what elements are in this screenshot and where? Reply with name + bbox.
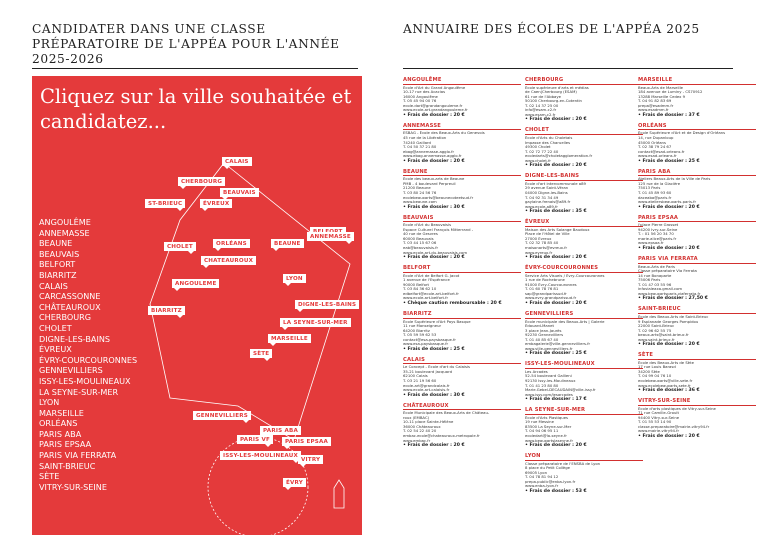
- school-line: École des beaux-arts de Beaune: [403, 177, 465, 182]
- school-entry-sete: [638, 352, 756, 394]
- school-fee: • Frais de dossier : 30 €: [403, 204, 465, 210]
- school-line: 9 Esplanade Georges Pompidou: [638, 319, 699, 324]
- school-line: 94200 Ivry-sur-Seine: [638, 227, 678, 232]
- school-line: Ateliers Beaux-Arts de la Ville de Paris: [638, 177, 711, 182]
- school-fee: • Frais de dossier : 20 €: [638, 245, 700, 251]
- city-link-sete[interactable]: SÈTE: [39, 471, 60, 482]
- school-line[interactable]: embac.ecole@chateauroux-metropole.fr: [403, 434, 480, 438]
- school-line: roux (EMBAC): [403, 415, 430, 420]
- city-link-beauvais[interactable]: BEAUVAIS: [39, 248, 80, 259]
- school-line: T. : 01 56 20 34 70: [638, 232, 674, 237]
- school-line[interactable]: www.esa-paysbasque.fr: [403, 342, 449, 347]
- school-fee: • Frais de dossier : 20 €: [638, 342, 700, 348]
- school-line: T. 02 32 78 85 40: [525, 241, 559, 246]
- school-fee: • Frais de dossier : 17 €: [525, 397, 587, 403]
- school-city[interactable]: BIARRITZ: [403, 311, 521, 319]
- school-fee: • Frais de dossier : 20 €: [403, 443, 465, 449]
- school-line[interactable]: www.ateliersbeauxarts.paris.fr: [638, 200, 697, 205]
- school-line: T. 01 60 78 76 81: [525, 287, 559, 292]
- school-entry-biarritz: [403, 311, 521, 353]
- school-line: T. 04 50 37 21 80: [403, 145, 437, 150]
- school-line: T. 01 40 85 67 40: [525, 337, 559, 342]
- school-line[interactable]: www.esadmm.fr: [638, 108, 669, 113]
- school-city[interactable]: ISSY-LES-MOULINEAUX: [525, 361, 643, 369]
- school-city[interactable]: LA SEYNE-SUR-MER: [525, 407, 643, 415]
- school-entry-gennevilliers: [525, 311, 643, 357]
- school-line: 10-17 rue des Acacias: [403, 90, 446, 95]
- school-line: École municipale des Beaux-Arts | Galerie: [525, 319, 605, 324]
- school-line[interactable]: maisonarts@evreux.fr: [525, 245, 568, 250]
- school-line: École Municipale des Beaux-Arts de Château-: [403, 411, 490, 416]
- school-line: École supérieure d'arts et médias: [525, 85, 589, 90]
- city-list: [39, 217, 137, 492]
- city-link-carcassonne[interactable]: CARCASSONNE: [39, 291, 101, 302]
- school-line: T. 03 80 24 56 76: [403, 190, 437, 195]
- school-fee: • Frais de dossier : 20 €: [403, 112, 465, 118]
- school-line: 27000 Évreux: [525, 236, 552, 241]
- city-link-paris-aba[interactable]: PARIS ABA: [39, 428, 82, 439]
- school-line: 75013 Paris: [638, 186, 661, 191]
- school-line: T. 04 92 31 34 49: [525, 195, 559, 200]
- school-line[interactable]: ecolebeauxarts@beaunecoteetsud.fr: [403, 195, 474, 200]
- map-tag-calais[interactable]: CALAIS: [222, 157, 252, 166]
- school-line: T. 03 21 19 56 60: [403, 379, 437, 384]
- map-tag-beaune[interactable]: BEAUNE: [271, 239, 304, 248]
- school-fee: • Frais de dossier : 36 €: [638, 388, 700, 394]
- school-line: 64200 Biarritz: [403, 328, 430, 333]
- school-line[interactable]: eab@beauvaisis.fr: [403, 245, 439, 250]
- school-line: ESBAG - École des Beaux-Arts du Genevois: [403, 131, 485, 136]
- school-entry-paris-via-ferrata: [638, 256, 756, 302]
- city-link-calais[interactable]: CALAIS: [39, 280, 68, 291]
- map-tag-digne-les-bains[interactable]: DIGNE-LES-BAINS: [295, 300, 359, 309]
- school-line: de Caen|Cherbourg (ESAM): [525, 90, 577, 95]
- school-entry-paris-aba: [638, 169, 756, 211]
- school-line[interactable]: www.embac.fr: [403, 438, 431, 443]
- school-city[interactable]: BEAUVAIS: [403, 215, 521, 223]
- school-entry-calais: [403, 357, 521, 399]
- city-link-cherbourg[interactable]: CHERBOURG: [39, 312, 92, 323]
- school-entry-beaune: [403, 169, 521, 211]
- city-link-issy-les-moulineaux[interactable]: ISSY-LES-MOULINEAUX: [39, 375, 131, 386]
- map-tag-cholet[interactable]: CHOLET: [164, 242, 196, 251]
- school-city[interactable]: PARIS EPSAA: [638, 215, 756, 223]
- school-line: 10-11 place Sainte-Hélène: [403, 420, 454, 425]
- school-line: T. 02 54 22 40 20: [403, 429, 437, 434]
- school-line: 52-54 boulevard Gallieni: [525, 374, 572, 379]
- school-line: Impasse des Charuelles: [525, 140, 571, 145]
- school-line: 92230 Gennevilliers: [525, 333, 564, 338]
- school-line[interactable]: www.saint-brieuc.fr: [638, 337, 675, 342]
- school-line: T. 02 14 37 25 00: [525, 103, 559, 108]
- school-fee: • Frais de dossier : 25 €: [403, 346, 465, 352]
- school-entry-cherbourg: [525, 77, 643, 123]
- school-entry-issy-les-moulineaux: [525, 361, 643, 403]
- school-line: 04000 Digne-les-Bains: [525, 190, 568, 195]
- school-entry-annemasse: [403, 123, 521, 165]
- school-line[interactable]: ecoledarts@choletagglomeration.fr: [525, 154, 593, 159]
- city-link-angouleme[interactable]: ANGOULÊME: [39, 217, 91, 227]
- school-line: 62100 Calais: [403, 374, 428, 379]
- school-city[interactable]: ÉVREUX: [525, 219, 643, 227]
- school-line: Espace Culturel François Mitterrand -: [403, 227, 474, 232]
- school-line: 21200 Beaune: [403, 186, 431, 191]
- school-city[interactable]: ANNEMASSE: [403, 123, 521, 131]
- school-entry-digne-les-bains: [525, 173, 643, 215]
- map-tag-gennevilliers[interactable]: GENNEVILLIERS: [193, 411, 251, 420]
- school-fee: • Frais de dossier : 20 €: [638, 434, 700, 439]
- school-city[interactable]: PARIS VIA FERRATA: [638, 256, 756, 264]
- school-line: 94400 Vitry-sur-Seine: [638, 415, 680, 420]
- map-tag-cherbourg[interactable]: CHERBOURG: [178, 177, 225, 186]
- school-line: T. 04 99 04 76 10: [638, 374, 672, 379]
- city-link-la-seyne-sur-mer[interactable]: LA SEYNE-SUR-MER: [39, 386, 119, 397]
- school-line: 75006 Paris: [638, 278, 661, 283]
- school-city[interactable]: ANGOULÊME: [403, 77, 521, 85]
- school-line: Édouard-Manet: [525, 324, 554, 329]
- school-line[interactable]: www.beauxartslaseyne.fr: [525, 438, 574, 443]
- school-entry-chateauroux: [403, 403, 521, 449]
- school-line: École Supérieure d'Art Pays Basque: [403, 319, 471, 324]
- school-line[interactable]: gaylaine.frenais@a89.fr: [525, 200, 571, 205]
- city-link-saint-brieuc[interactable]: SAINT-BRIEUC: [39, 460, 96, 471]
- map-tag-st-brieuc[interactable]: ST-BRIEUC: [145, 199, 185, 208]
- school-city[interactable]: BELFORT: [403, 265, 521, 273]
- school-line[interactable]: www.ville-gennevilliers.fr: [525, 346, 573, 351]
- school-line[interactable]: www.ecole-art-belfort.fr: [403, 296, 449, 301]
- school-line[interactable]: info@esam-c2.fr: [525, 108, 557, 113]
- school-line[interactable]: edbelfort@ecole-art-belfort.fr: [403, 291, 459, 296]
- school-city[interactable]: CALAIS: [403, 357, 521, 365]
- school-line[interactable]: contact@esa-paysbasque.fr: [403, 337, 456, 342]
- school-line: 22000 Saint-Brieuc: [638, 324, 675, 329]
- city-link-marseille[interactable]: MARSEILLE: [39, 407, 84, 418]
- school-line[interactable]: classe.preparatoire@mairie-vitry94.fr: [638, 424, 710, 429]
- school-line: Classe préparatoire de l'ENSBA de Lyon: [525, 461, 601, 466]
- school-line: École d'Art de Belfort G. Jacot: [403, 273, 460, 278]
- school-line[interactable]: beaux-arts@saint-brieuc.fr: [638, 333, 689, 338]
- school-line[interactable]: www.esad-orleans.fr: [638, 154, 677, 159]
- school-line[interactable]: daceaba@paris.fr: [638, 195, 672, 200]
- map-tag-vitry[interactable]: VITRY: [298, 455, 323, 464]
- school-line[interactable]: www.mairie-vitry94.fr: [638, 429, 680, 434]
- school-entry-evry-courcouronnes: [525, 265, 643, 307]
- school-line: 40 rue de Gesvres: [403, 232, 438, 237]
- school-fee: • Frais de dossier : 20 €: [525, 443, 587, 449]
- school-line: T. 04 78 81 94 12: [525, 475, 559, 480]
- school-line: 83500 La Seyne-sur-Mer: [525, 424, 572, 429]
- school-line[interactable]: www.cholet.fr: [525, 158, 551, 163]
- school-line: 13288 Marseille Cedex 9: [638, 94, 686, 99]
- school-line: T. 01 45 89 93 60: [638, 190, 672, 195]
- left-title-rule: [32, 68, 358, 69]
- school-line[interactable]: prepa.public@enba-lyon.fr: [525, 479, 576, 484]
- school-line: 45 rue de la Libération: [403, 136, 447, 141]
- school-line: 74240 Gaillard: [403, 140, 431, 145]
- school-line: École d'Art du Grand Angoulême: [403, 85, 466, 90]
- school-entry-saint-brieuc: [638, 306, 756, 348]
- school-line: PMB - 4 boulevard Perpreuil: [403, 181, 456, 186]
- school-line: 125 rue de la Glacière: [638, 181, 681, 186]
- school-line: 35-21 boulevard Jacquard: [403, 369, 453, 374]
- school-line[interactable]: www.ecole-a89.fr: [525, 204, 558, 209]
- school-line[interactable]: www.esam-c2.fr: [525, 112, 556, 117]
- right-title-rule: [403, 68, 733, 69]
- map-tag-marseille[interactable]: MARSEILLE: [268, 334, 311, 343]
- school-line: 34200 Sète: [638, 369, 660, 374]
- school-fee: • Frais de dossier : 20 €: [525, 163, 587, 169]
- school-line: 3 place Jean-Jaurès: [525, 328, 562, 333]
- school-fee: • Frais de dossier : 20 €: [403, 255, 465, 261]
- school-city[interactable]: MARSEILLE: [638, 77, 756, 85]
- school-line: l'place Pierre Grosset: [638, 223, 679, 228]
- school-line: 91000 Évry-Courcouronnes: [525, 282, 577, 287]
- school-line: 36000 Châteauroux: [403, 424, 441, 429]
- school-line: École des Beaux-Arts de Sète: [638, 360, 694, 365]
- school-line[interactable]: www.ecole-art-calaisis.fr: [403, 388, 450, 393]
- school-line: T. 02 38 79 24 67: [638, 145, 672, 150]
- map-tag-evreux[interactable]: ÉVREUX: [200, 199, 232, 208]
- school-line[interactable]: prepa@esadmm.fr: [638, 103, 674, 108]
- school-line: Beaux-Arts de Marseille: [638, 85, 683, 90]
- school-fee: • Frais de dossier : 20 €: [525, 255, 587, 261]
- school-fee: • Frais de dossier : 20 €: [403, 158, 465, 164]
- school-line[interactable]: www.ebag.annemasse-agglo.fr: [403, 154, 462, 159]
- school-city[interactable]: SÈTE: [638, 352, 756, 360]
- school-city[interactable]: PARIS ABA: [638, 169, 756, 177]
- school-entry-orleans: [638, 123, 756, 165]
- city-link-belfort[interactable]: BELFORT: [39, 259, 76, 270]
- school-line[interactable]: infovialeaxa.gmail.com: [638, 287, 683, 292]
- school-line[interactable]: www.ecole-art.grandangouleme.fr: [403, 108, 468, 113]
- school-line: École d'Arts Plastiques: [525, 415, 569, 420]
- city-link-evreux[interactable]: ÉVREUX: [39, 344, 72, 355]
- school-fee: • Frais de dossier : 25 €: [525, 351, 587, 357]
- city-link-gennevilliers[interactable]: GENNEVILLIERS: [39, 365, 103, 376]
- school-line: 90000 Belfort: [403, 282, 429, 287]
- school-entry-belfort: [403, 265, 521, 307]
- school-line[interactable]: embagalerie@ville-gennevilliers.fr: [525, 342, 591, 347]
- school-fee: • Frais de dossier : 35 €: [525, 209, 587, 215]
- school-entry-angouleme: [403, 77, 521, 119]
- school-line[interactable]: ebag@annemasse-agglo.fr: [403, 149, 455, 154]
- school-city[interactable]: CHOLET: [525, 127, 643, 135]
- school-line: 69005 Lyon: [525, 470, 548, 475]
- school-city[interactable]: CHÂTEAUROUX: [403, 403, 521, 411]
- school-line: Place de l'Hôtel de Ville: [525, 232, 570, 237]
- poster-headline: Cliquez sur la ville souhaitée et candidatez...: [40, 85, 352, 133]
- school-line: 16000 Angoulême: [403, 94, 438, 99]
- school-line: Classe préparatoire Via Ferrata: [638, 269, 697, 274]
- school-line: 19 rue Messine: [525, 420, 554, 425]
- school-line[interactable]: ecole.dart@grandangouleme.fr: [403, 103, 463, 108]
- school-city[interactable]: BEAUNE: [403, 169, 521, 177]
- city-link-biarritz[interactable]: BIARRITZ: [39, 269, 77, 280]
- school-line: T. 01 55 53 14 90: [638, 420, 672, 425]
- school-city[interactable]: ÉVRY-COURCOURONNES: [525, 265, 643, 273]
- map-tag-paris-aba[interactable]: PARIS ABA: [260, 426, 301, 435]
- school-city[interactable]: LYON: [525, 453, 643, 461]
- school-line[interactable]: www.beauxartsparis.viaferrata.fr: [638, 291, 701, 296]
- school-line[interactable]: contact@esad-orleans.fr: [638, 149, 685, 154]
- map-tag-lyon[interactable]: LYON: [283, 274, 306, 283]
- school-entry-evreux: [525, 219, 643, 261]
- city-link-digne-les-bains[interactable]: DIGNE-LES-BAINS: [39, 333, 111, 344]
- school-line: 45000 Orléans: [638, 140, 666, 145]
- school-line: 60000 Beauvais: [403, 236, 434, 241]
- map-tag-issy-les-moulineaux[interactable]: ISSY-LES-MOULINEAUX: [220, 451, 301, 460]
- school-entry-marseille: [638, 77, 756, 119]
- school-line: École des Beaux-Arts de Saint-Brieuc: [638, 314, 709, 319]
- city-link-evry-courcouronnes[interactable]: ÉVRY-COURCOURONNES: [39, 354, 138, 365]
- map-tag-paris-vf[interactable]: PARIS VF: [237, 435, 273, 444]
- directory-column-3: [638, 77, 756, 444]
- school-line[interactable]: www.evry-grandparissud.fr: [525, 296, 577, 301]
- school-line: T. 03 44 15 67 06: [403, 241, 437, 246]
- school-line[interactable]: sap@grandparissud.fr: [525, 291, 567, 296]
- school-line[interactable]: Marie.Gebel-DECAUDAIN@ville-issy.fr: [525, 388, 596, 393]
- city-link-beaune[interactable]: BEAUNE: [39, 238, 73, 249]
- city-link-chateauroux[interactable]: CHÂTEAUROUX: [39, 301, 101, 312]
- school-line: 92130 Issy-les-Moulineaux: [525, 379, 576, 384]
- school-line[interactable]: www.ecole-art-du-beauvaisis.com: [403, 250, 468, 255]
- city-link-cholet[interactable]: CHOLET: [39, 322, 72, 333]
- school-line: 1 avenue de l'Espérance: [403, 278, 450, 283]
- school-line: T. 01 41 23 80 80: [525, 383, 559, 388]
- school-line: 11 rue Monseigneur: [403, 324, 442, 329]
- school-entry-vitry-sur-seine: [638, 398, 756, 440]
- school-line: 14, rue Dupanloup: [638, 136, 674, 141]
- directory-column-1: [403, 77, 521, 453]
- map-tag-beauvais[interactable]: BEAUVAIS: [220, 188, 259, 197]
- school-city[interactable]: CHERBOURG: [525, 77, 643, 85]
- school-fee: • Frais de dossier : 20 €: [525, 117, 587, 123]
- map-tag-la-seyne-sur-mer[interactable]: LA SEYNE-SUR-MER: [280, 318, 351, 327]
- school-line: Maison des Arts Solange Baudoux: [525, 227, 590, 232]
- school-line: 14 rue Bonaparte: [638, 273, 672, 278]
- school-line: 61 rue de l'Abbaye: [525, 94, 561, 99]
- school-fee: • Frais de dossier : 37 €: [638, 112, 700, 118]
- school-line[interactable]: www.issy.com/lesarcades: [525, 392, 573, 397]
- map-poster: [32, 76, 362, 535]
- school-city[interactable]: DIGNE-LES-BAINS: [525, 173, 643, 181]
- school-line[interactable]: www.epsaa.fr: [638, 241, 664, 246]
- map-tag-chateauroux[interactable]: CHATEAUROUX: [201, 256, 256, 265]
- map-tag-orleans[interactable]: ORLÉANS: [213, 239, 250, 248]
- school-line: 50100 Cherbourg-en-Cotentin: [525, 99, 582, 104]
- school-line[interactable]: ecolebeauxarts@ville-sete.fr: [638, 379, 693, 384]
- school-line[interactable]: www.ecolebeauxarts.sete.fr: [638, 383, 691, 388]
- school-line[interactable]: ecoledart@la-seyne.fr: [525, 434, 567, 438]
- corsica-outline: [334, 480, 344, 508]
- map-tag-annemasse[interactable]: ANNEMASSE: [307, 232, 354, 241]
- school-line: École d'Arts du Choletais: [525, 136, 573, 141]
- school-fee: • Chèque caution remboursable : 20 €: [403, 300, 502, 306]
- school-line: 184 avenue de Luminy - CS70912: [638, 90, 703, 95]
- school-line: T. 03 84 36 62 10: [403, 287, 437, 292]
- school-line[interactable]: www.evreux.fr: [525, 250, 553, 255]
- school-line[interactable]: www.beaune.com: [403, 200, 437, 205]
- school-line: École d'Art du Beauvaisis: [403, 223, 452, 228]
- map-tag-paris-epsaa[interactable]: PARIS EPSAA: [282, 437, 331, 446]
- school-line: T. 02 72 77 22 40: [525, 149, 559, 154]
- school-fee: • Frais de dossier : 20 €: [525, 300, 587, 306]
- right-page-title: ANNUAIRE DES ÉCOLES DE L'APPÉA 2025: [403, 22, 700, 36]
- school-line: 1 rue de Rochebrune: [525, 278, 565, 283]
- school-line: École d'arts plastiques de Vitry-sur-Seine: [638, 406, 716, 411]
- school-line[interactable]: www.enba-lyon.fr: [525, 484, 559, 489]
- school-line: T. 04 94 06 95 11: [525, 429, 559, 434]
- city-link-vitry-sur-seine[interactable]: VITRY-SUR-SEINE: [39, 481, 107, 492]
- school-line[interactable]: ecole-art@grandcalais.fr: [403, 383, 450, 388]
- school-line: 71 rue Camille-Groult: [638, 411, 679, 416]
- city-link-paris-via-ferrata[interactable]: PARIS VIA FERRATA: [39, 450, 117, 461]
- school-line: T. 04 91 82 83 69: [638, 99, 672, 104]
- map-tag-evry[interactable]: ÉVRY: [283, 478, 306, 487]
- school-line: Beaux-Arts de Paris: [638, 264, 676, 269]
- map-tag-biarritz[interactable]: BIARRITZ: [148, 306, 185, 315]
- school-line: 29 avenue Saint-Véran: [525, 186, 569, 191]
- school-entry-paris-epsaa: [638, 215, 756, 252]
- city-link-lyon[interactable]: LYON: [39, 397, 60, 408]
- school-line: 49300 Cholet: [525, 145, 551, 150]
- school-city[interactable]: SAINT-BRIEUC: [638, 306, 756, 314]
- school-line: T. 05 45 94 00 76: [403, 99, 437, 104]
- school-city[interactable]: ORLÉANS: [638, 123, 756, 131]
- school-entry-la-seyne-sur-mer: [525, 407, 643, 449]
- city-link-annemasse[interactable]: ANNEMASSE: [39, 227, 90, 238]
- school-fee: • Frais de dossier : 25 €: [638, 158, 700, 164]
- left-page-title: CANDIDATER DANS UNE CLASSE PRÉPARATOIRE DE L'APPÉA POUR L'ANNÉE 2025-2026: [32, 22, 340, 66]
- city-link-orleans[interactable]: ORLÉANS: [39, 418, 78, 429]
- school-line: T. 01 47 03 55 96: [638, 282, 672, 287]
- school-line: 17 rue Louis Barasd: [638, 365, 676, 370]
- school-city[interactable]: VITRY-SUR-SEINE: [638, 398, 756, 406]
- school-line[interactable]: marie.alice@paris.fr: [638, 236, 677, 241]
- school-entry-lyon: [525, 453, 643, 495]
- school-line: T. 05 59 59 62 53: [403, 333, 437, 338]
- school-entry-cholet: [525, 127, 643, 169]
- school-line: T. 02 96 62 55 75: [638, 328, 672, 333]
- school-fee: • Frais de dossier : 27,50 €: [638, 296, 708, 302]
- school-entry-beauvais: [403, 215, 521, 261]
- map-tag-angouleme[interactable]: ANGOULEME: [172, 279, 219, 288]
- city-link-paris-epsaa[interactable]: PARIS EPSAA: [39, 439, 92, 450]
- school-line: Service Arts Visuels / Évry-Courcouronnes: [525, 273, 605, 278]
- school-fee: • Frais de dossier : 53 €: [525, 488, 587, 494]
- school-line: Les Arcades: [525, 369, 548, 374]
- school-line: 8 place du Petit Collège: [525, 466, 570, 471]
- school-city[interactable]: GENNEVILLIERS: [525, 311, 643, 319]
- school-fee: • Frais de dossier : 20 €: [638, 204, 700, 210]
- directory-column-2: [525, 77, 643, 499]
- school-line: École Supérieure d'Art et de Design d'Orléans: [638, 131, 726, 136]
- school-line: École d'art intercommunale a89: [525, 181, 586, 186]
- school-line: Le Concept - École d'art du Calaisis: [403, 365, 470, 370]
- map-tag-sete[interactable]: SÈTE: [250, 349, 272, 358]
- school-fee: • Frais de dossier : 30 €: [403, 392, 465, 398]
